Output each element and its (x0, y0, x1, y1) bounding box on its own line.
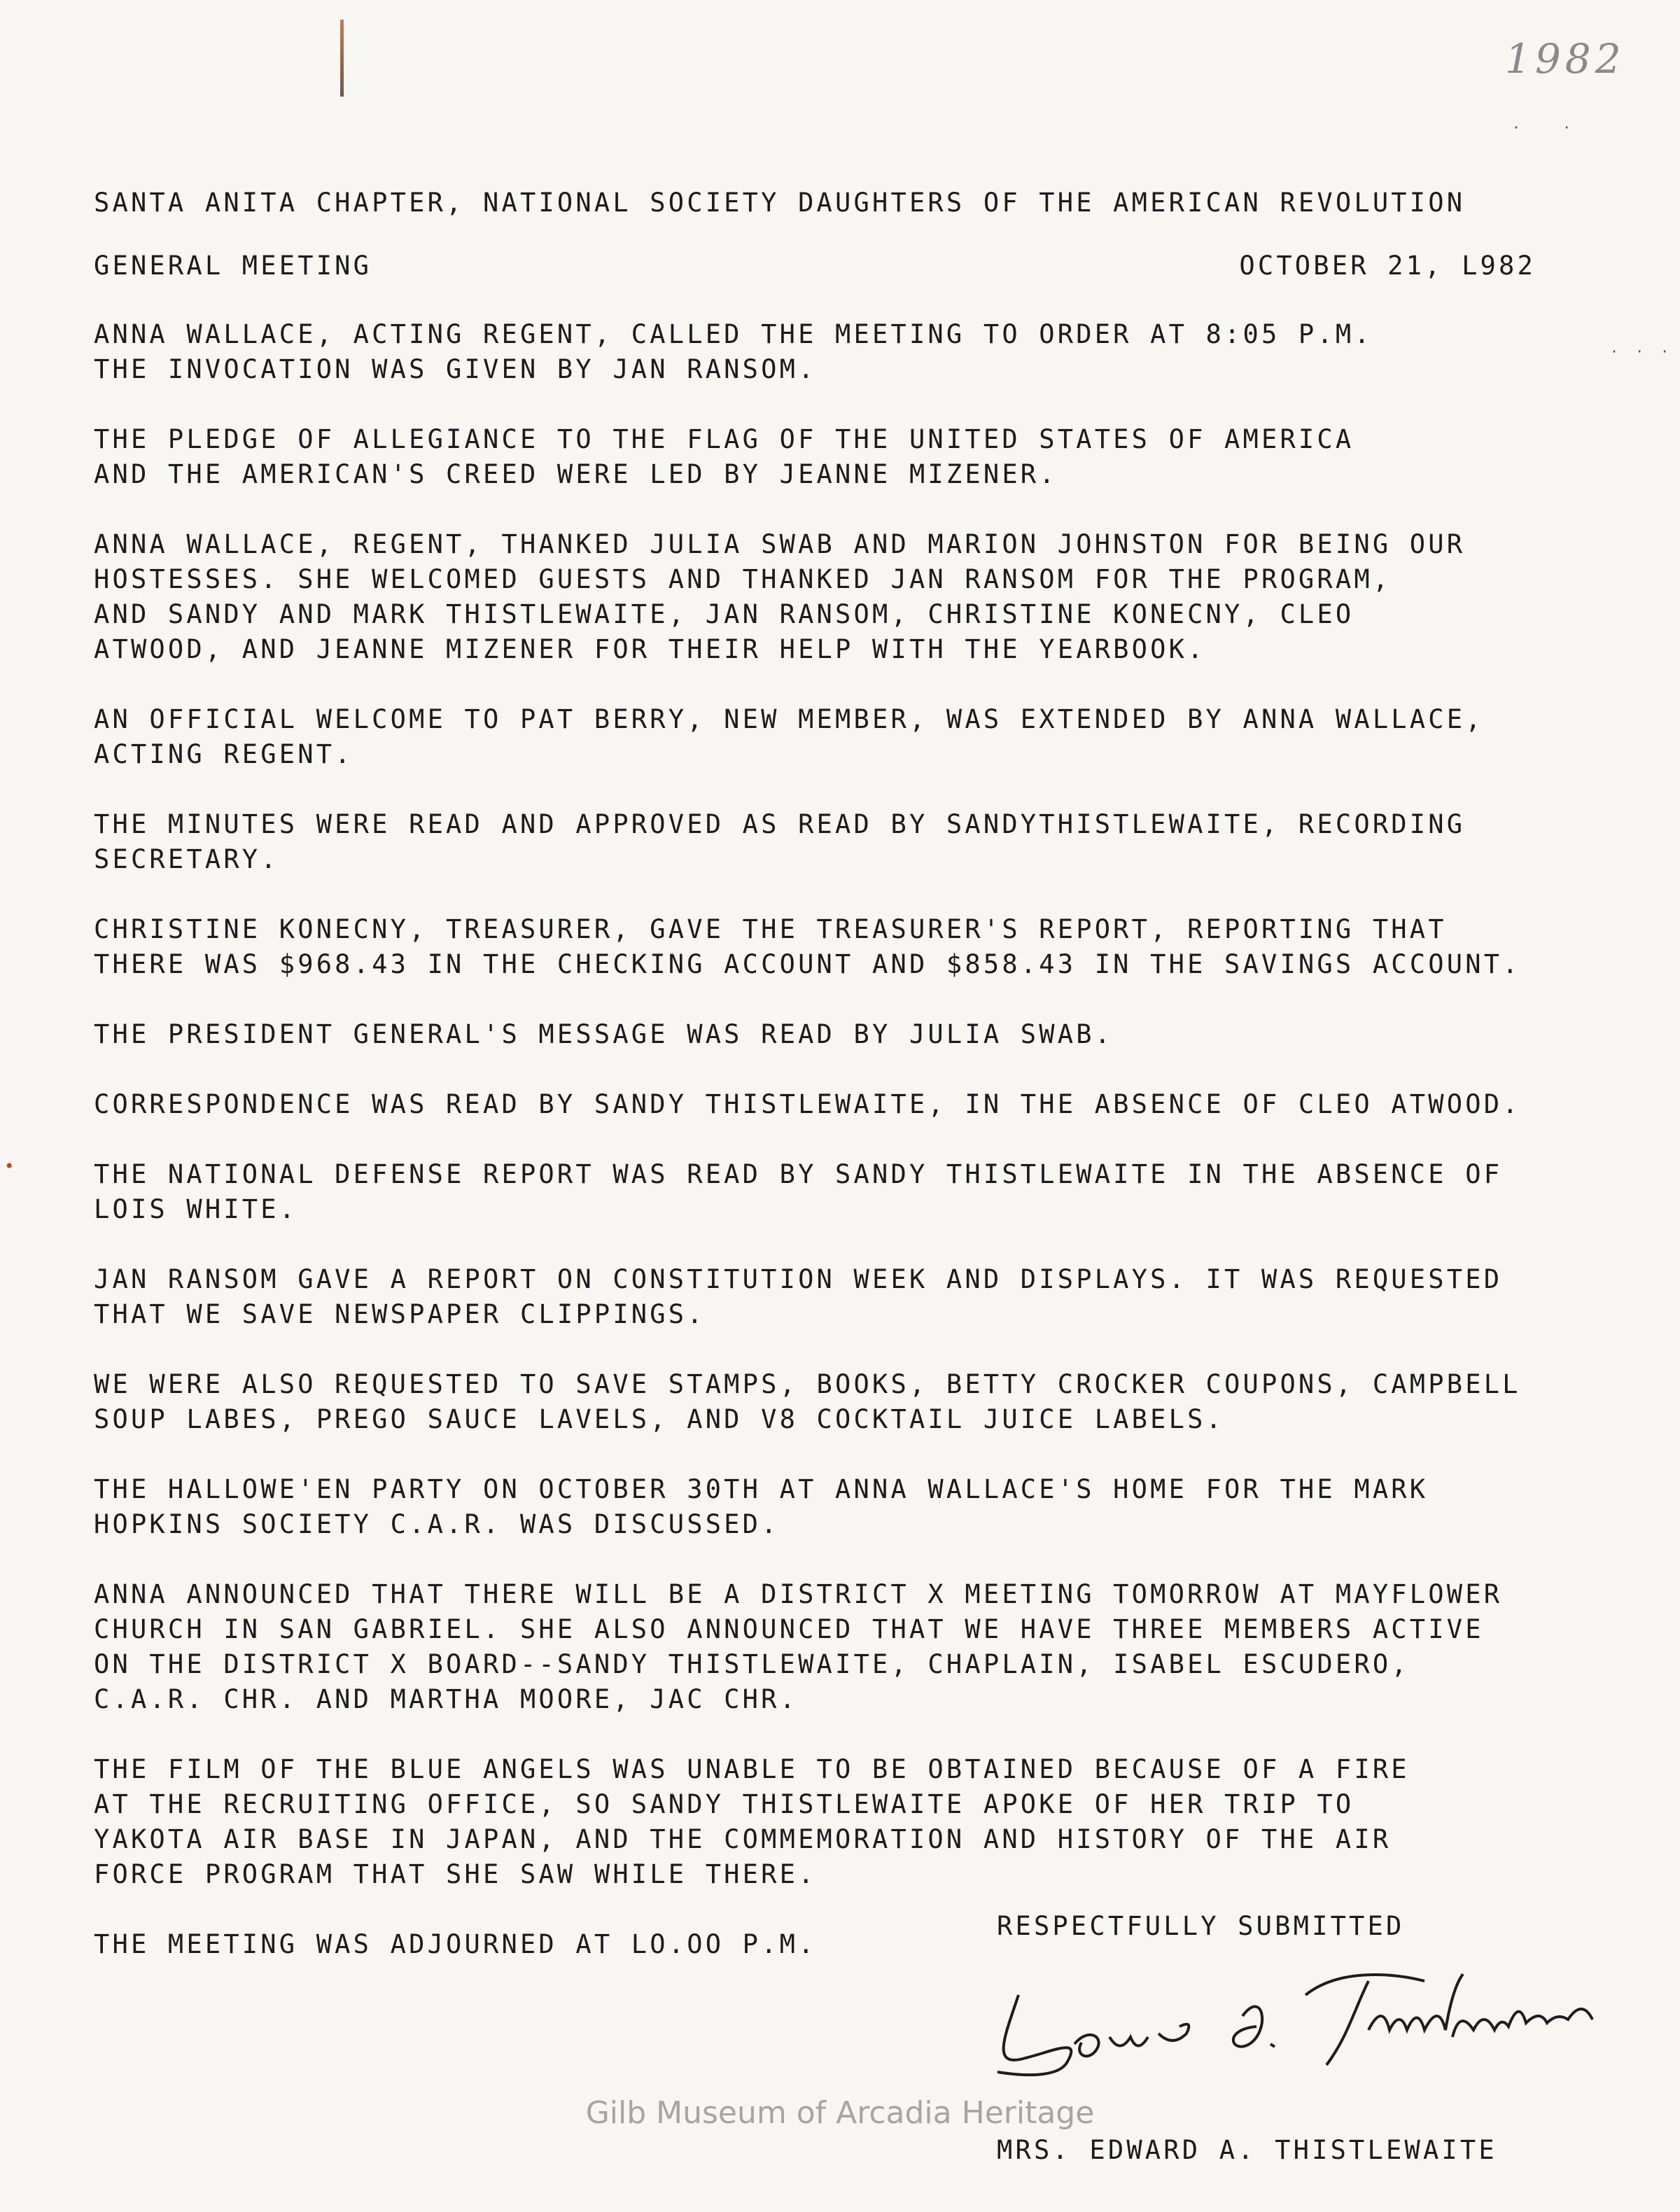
margin-mark: • (4, 1156, 15, 1176)
paragraph: CORRESPONDENCE WAS READ BY SANDY THISTLEWAITE, IN THE ABSENCE OF CLEO ATWOOD. (94, 1089, 1521, 1119)
meeting-row (94, 248, 1536, 284)
scan-speck: · · (1512, 119, 1576, 136)
paragraph: THE NATIONAL DEFENSE REPORT WAS READ BY SANDY THISTLEWAITE IN THE ABSENCE OF LOIS WHITE. (94, 1159, 1503, 1224)
paragraph: THE PRESIDENT GENERAL'S MESSAGE WAS READ BY JULIA SWAB. (94, 1019, 1114, 1049)
paragraph: WE WERE ALSO REQUESTED TO SAVE STAMPS, BOOKS, BETTY CROCKER COUPONS, CAMPBELL SOUP LABES, PREGO SAUCE LAVELS, AND V8 COCKTAIL JUICE LABELS. (94, 1369, 1521, 1434)
handwritten-year: 1982 (1505, 35, 1625, 83)
paragraph: JAN RANSOM GAVE A REPORT ON CONSTITUTION WEEK AND DISPLAYS. IT WAS REQUESTED THAT WE SAVE NEWSPAPER CLIPPINGS. (94, 1264, 1503, 1329)
handwritten-signature (976, 1953, 1676, 2093)
ink-mark (340, 20, 344, 97)
meeting-type: GENERAL MEETING (94, 251, 372, 281)
paragraph: THE MINUTES WERE READ AND APPROVED AS READ BY SANDYTHISTLEWAITE, RECORDING SECRETARY. (94, 809, 1466, 874)
signer-name: MRS. EDWARD A. THISTLEWAITE (997, 2135, 1497, 2165)
scan-speck: · · · (1610, 343, 1674, 360)
paragraph: THE PLEDGE OF ALLEGIANCE TO THE FLAG OF THE UNITED STATES OF AMERICA AND THE AMERICAN'S CREED WERE LED BY JEANNE MIZENER. (94, 424, 1354, 489)
paragraph: THE FILM OF THE BLUE ANGELS WAS UNABLE TO BE OBTAINED BECAUSE OF A FIRE AT THE RECRUITING OFFICE, SO SANDY THISTLEWAITE APOKE OF HER TRIP TO YAKOTA AIR BASE IN JAPAN, AND THE COMMEMORATION AND HISTORY OF THE AIR FORCE PROGRAM THAT SHE SAW WHILE THERE. (94, 1754, 1410, 1889)
paragraph: THE MEETING WAS ADJOURNED AT LO.OO P.M. (94, 1929, 817, 1959)
paragraph: CHRISTINE KONECNY, TREASURER, GAVE THE TREASURER'S REPORT, REPORTING THAT THERE WAS $968.43 IN THE CHECKING ACCOUNT AND $858.43 IN THE SAVINGS ACCOUNT. (94, 914, 1521, 979)
minutes-document (94, 186, 1641, 1962)
closing-line: RESPECTFULLY SUBMITTED (997, 1911, 1405, 1941)
museum-watermark: Gilb Museum of Arcadia Heritage (585, 2095, 1095, 2131)
paragraph: ANNA WALLACE, REGENT, THANKED JULIA SWAB AND MARION JOHNSTON FOR BEING OUR HOSTESSES. SHE WELCOMED GUESTS AND THANKED JAN RANSOM FOR THE PROGRAM, AND SANDY AND MARK THISTLEWAITE, JAN RANSOM, CHRISTINE KONECNY, CLEO ATWOOD, AND JEANNE MIZENER FOR THEIR HELP WITH THE YEARBOOK. (94, 529, 1466, 664)
paragraph: ANNA WALLACE, ACTING REGENT, CALLED THE MEETING TO ORDER AT 8:05 P.M. THE INVOCATION WAS GIVEN BY JAN RANSOM. (94, 319, 1373, 384)
paragraph: ANNA ANNOUNCED THAT THERE WILL BE A DISTRICT X MEETING TOMORROW AT MAYFLOWER CHURCH IN SAN GABRIEL. SHE ALSO ANNOUNCED THAT WE HAVE THREE MEMBERS ACTIVE ON THE DISTRICT X BOARD--SANDY THISTLEWAITE, CHAPLAIN, ISABEL ESCUDERO, C.A.R. CHR. AND MARTHA MOORE, JAC CHR. (94, 1579, 1503, 1714)
paragraph: THE HALLOWE'EN PARTY ON OCTOBER 30TH AT ANNA WALLACE'S HOME FOR THE MARK HOPKINS SOCIETY C.A.R. WAS DISCUSSED. (94, 1474, 1429, 1539)
meeting-date: OCTOBER 21, L982 (1239, 251, 1536, 281)
organization-header: SANTA ANITA CHAPTER, NATIONAL SOCIETY DAUGHTERS OF THE AMERICAN REVOLUTION (94, 188, 1466, 218)
paragraph: AN OFFICIAL WELCOME TO PAT BERRY, NEW MEMBER, WAS EXTENDED BY ANNA WALLACE, ACTING REGENT. (94, 704, 1484, 769)
signature-text-hidden: Louise S. Thistlewaite (976, 1953, 986, 1954)
